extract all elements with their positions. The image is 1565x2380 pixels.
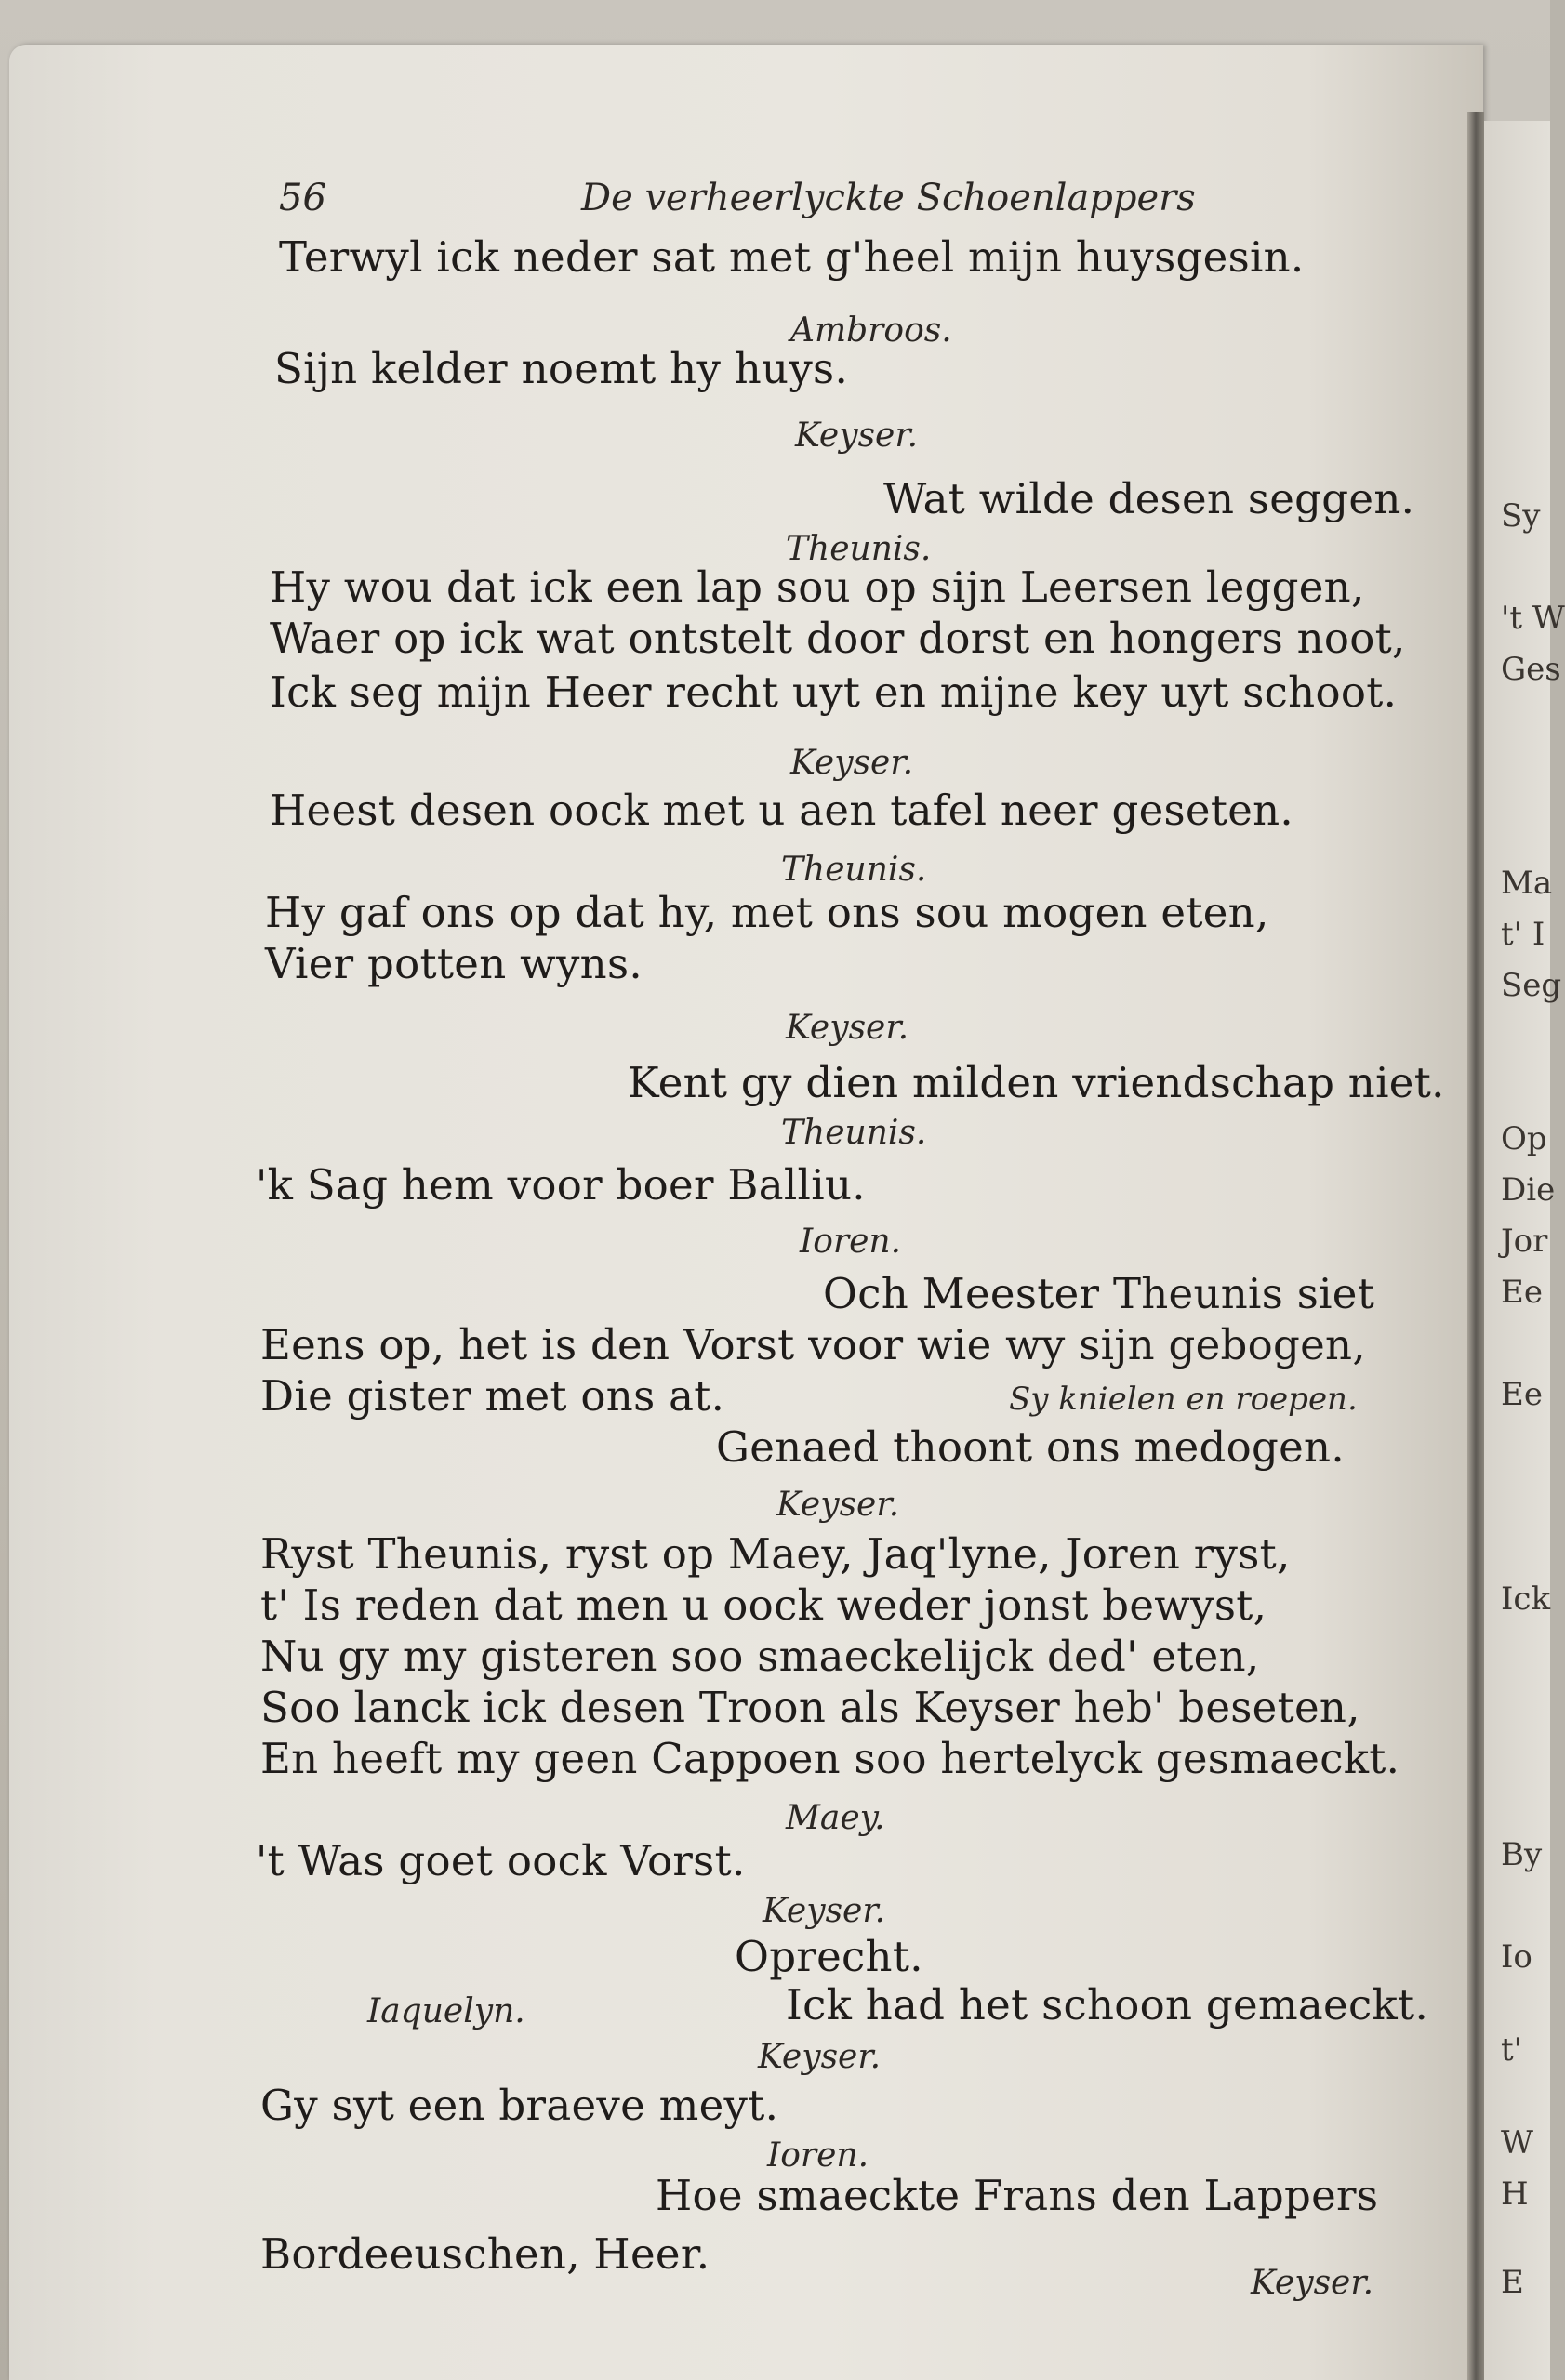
facing-page-fragment: H (1501, 2175, 1529, 2213)
stage-direction: Sy knielen en roepen. (1009, 1381, 1358, 1418)
facing-page-fragment: Jor (1501, 1223, 1548, 1260)
facing-page-fragment: t' (1501, 2031, 1523, 2069)
verse-line: Vier potten wyns. (265, 939, 643, 988)
book-page (9, 45, 1483, 2380)
facing-page-fragment: Ges (1501, 651, 1561, 688)
speaker-name: Theunis. (781, 1114, 927, 1152)
verse-line: Bordeeuschen, Heer. (260, 2229, 710, 2279)
verse-line: Eens op, het is den Vorst voor wie wy sijn gebogen, (260, 1320, 1366, 1369)
speaker-name: Theunis. (781, 851, 927, 889)
verse-line: Die gister met ons at. (260, 1371, 725, 1421)
facing-page-fragment: Die (1501, 1171, 1556, 1209)
speaker-name: Iaquelyn. (367, 1992, 525, 2030)
facing-page-fragment: Op (1501, 1120, 1547, 1157)
verse-line: t' Is reden dat men u oock weder jonst bewyst, (260, 1580, 1267, 1630)
verse-line: Terwyl ick neder sat met g'heel mijn huysgesin. (279, 232, 1305, 282)
verse-line: Hoe smaeckte Frans den Lappers (656, 2171, 1379, 2220)
speaker-name: Ioren. (800, 1223, 902, 1261)
verse-line: Genaed thoont ons medogen. (716, 1422, 1345, 1472)
speaker-name: Keyser. (795, 416, 919, 455)
verse-line: Oprecht. (735, 1932, 923, 1981)
speaker-name: Keyser. (758, 2038, 882, 2076)
speaker-name: Ioren. (767, 2136, 869, 2175)
verse-line: Sijn kelder noemt hy huys. (274, 344, 849, 393)
speaker-name: Ambroos. (790, 311, 952, 350)
facing-page-fragment: Ee (1501, 1376, 1543, 1413)
verse-line: Ryst Theunis, ryst op Maey, Jaq'lyne, Joren ryst, (260, 1529, 1291, 1579)
book-gutter (1467, 112, 1484, 2380)
verse-line: En heeft my geen Cappoen soo hertelyck gesmaeckt. (260, 1734, 1400, 1783)
speaker-name: Keyser. (790, 744, 914, 782)
facing-page-fragment: t' I (1501, 916, 1545, 953)
facing-page-fragment: Ma (1501, 865, 1553, 902)
verse-line: Hy gaf ons op dat hy, met ons sou mogen eten, (265, 888, 1269, 937)
facing-page-fragment: Ee (1501, 1274, 1543, 1311)
speaker-name: Keyser. (786, 1009, 909, 1047)
verse-line: Gy syt een braeve meyt. (260, 2081, 779, 2130)
verse-line: Heest desen oock met u aen tafel neer geseten. (270, 786, 1294, 835)
facing-page-fragment: Io (1501, 1938, 1532, 1976)
verse-line: Och Meester Theunis siet (823, 1269, 1375, 1318)
verse-line: Soo lanck ick desen Troon als Keyser heb' beseten, (260, 1683, 1360, 1732)
verse-line: Wat wilde desen seggen. (883, 474, 1415, 523)
facing-page-fragment: By (1501, 1836, 1543, 1873)
verse-line: Hy wou dat ick een lap sou op sijn Leersen leggen, (270, 562, 1365, 612)
speaker-name: Keyser. (776, 1486, 900, 1524)
facing-page-fragment: Ick (1501, 1580, 1551, 1618)
facing-page-fragment: 't W (1501, 600, 1565, 637)
verse-line: Waer op ick wat ontstelt door dorst en hongers noot, (270, 614, 1406, 663)
page-number: 56 (279, 177, 326, 219)
verse-line: Nu gy my gisteren soo smaeckelijck ded' eten, (260, 1632, 1260, 1681)
facing-page-fragment: W (1501, 2124, 1533, 2162)
running-title: De verheerlyckte Schoenlappers (581, 177, 1196, 219)
verse-line: Ick seg mijn Heer recht uyt en mijne key uyt schoot. (270, 668, 1398, 717)
speaker-name: Theunis. (786, 530, 932, 568)
facing-page-fragment: E (1501, 2264, 1524, 2301)
speaker-name: Maey. (786, 1799, 885, 1837)
speaker-name: Keyser. (763, 1892, 886, 1930)
catchword: Keyser. (1251, 2264, 1374, 2302)
facing-page-fragment: Sy (1501, 497, 1541, 535)
verse-line: 'k Sag hem voor boer Balliu. (256, 1160, 866, 1210)
verse-line: Kent gy dien milden vriendschap niet. (628, 1058, 1445, 1107)
verse-line: Ick had het schoon gemaeckt. (786, 1980, 1429, 2030)
verse-line: 't Was goet oock Vorst. (256, 1836, 746, 1885)
facing-page-fragment: Seg (1501, 967, 1562, 1004)
